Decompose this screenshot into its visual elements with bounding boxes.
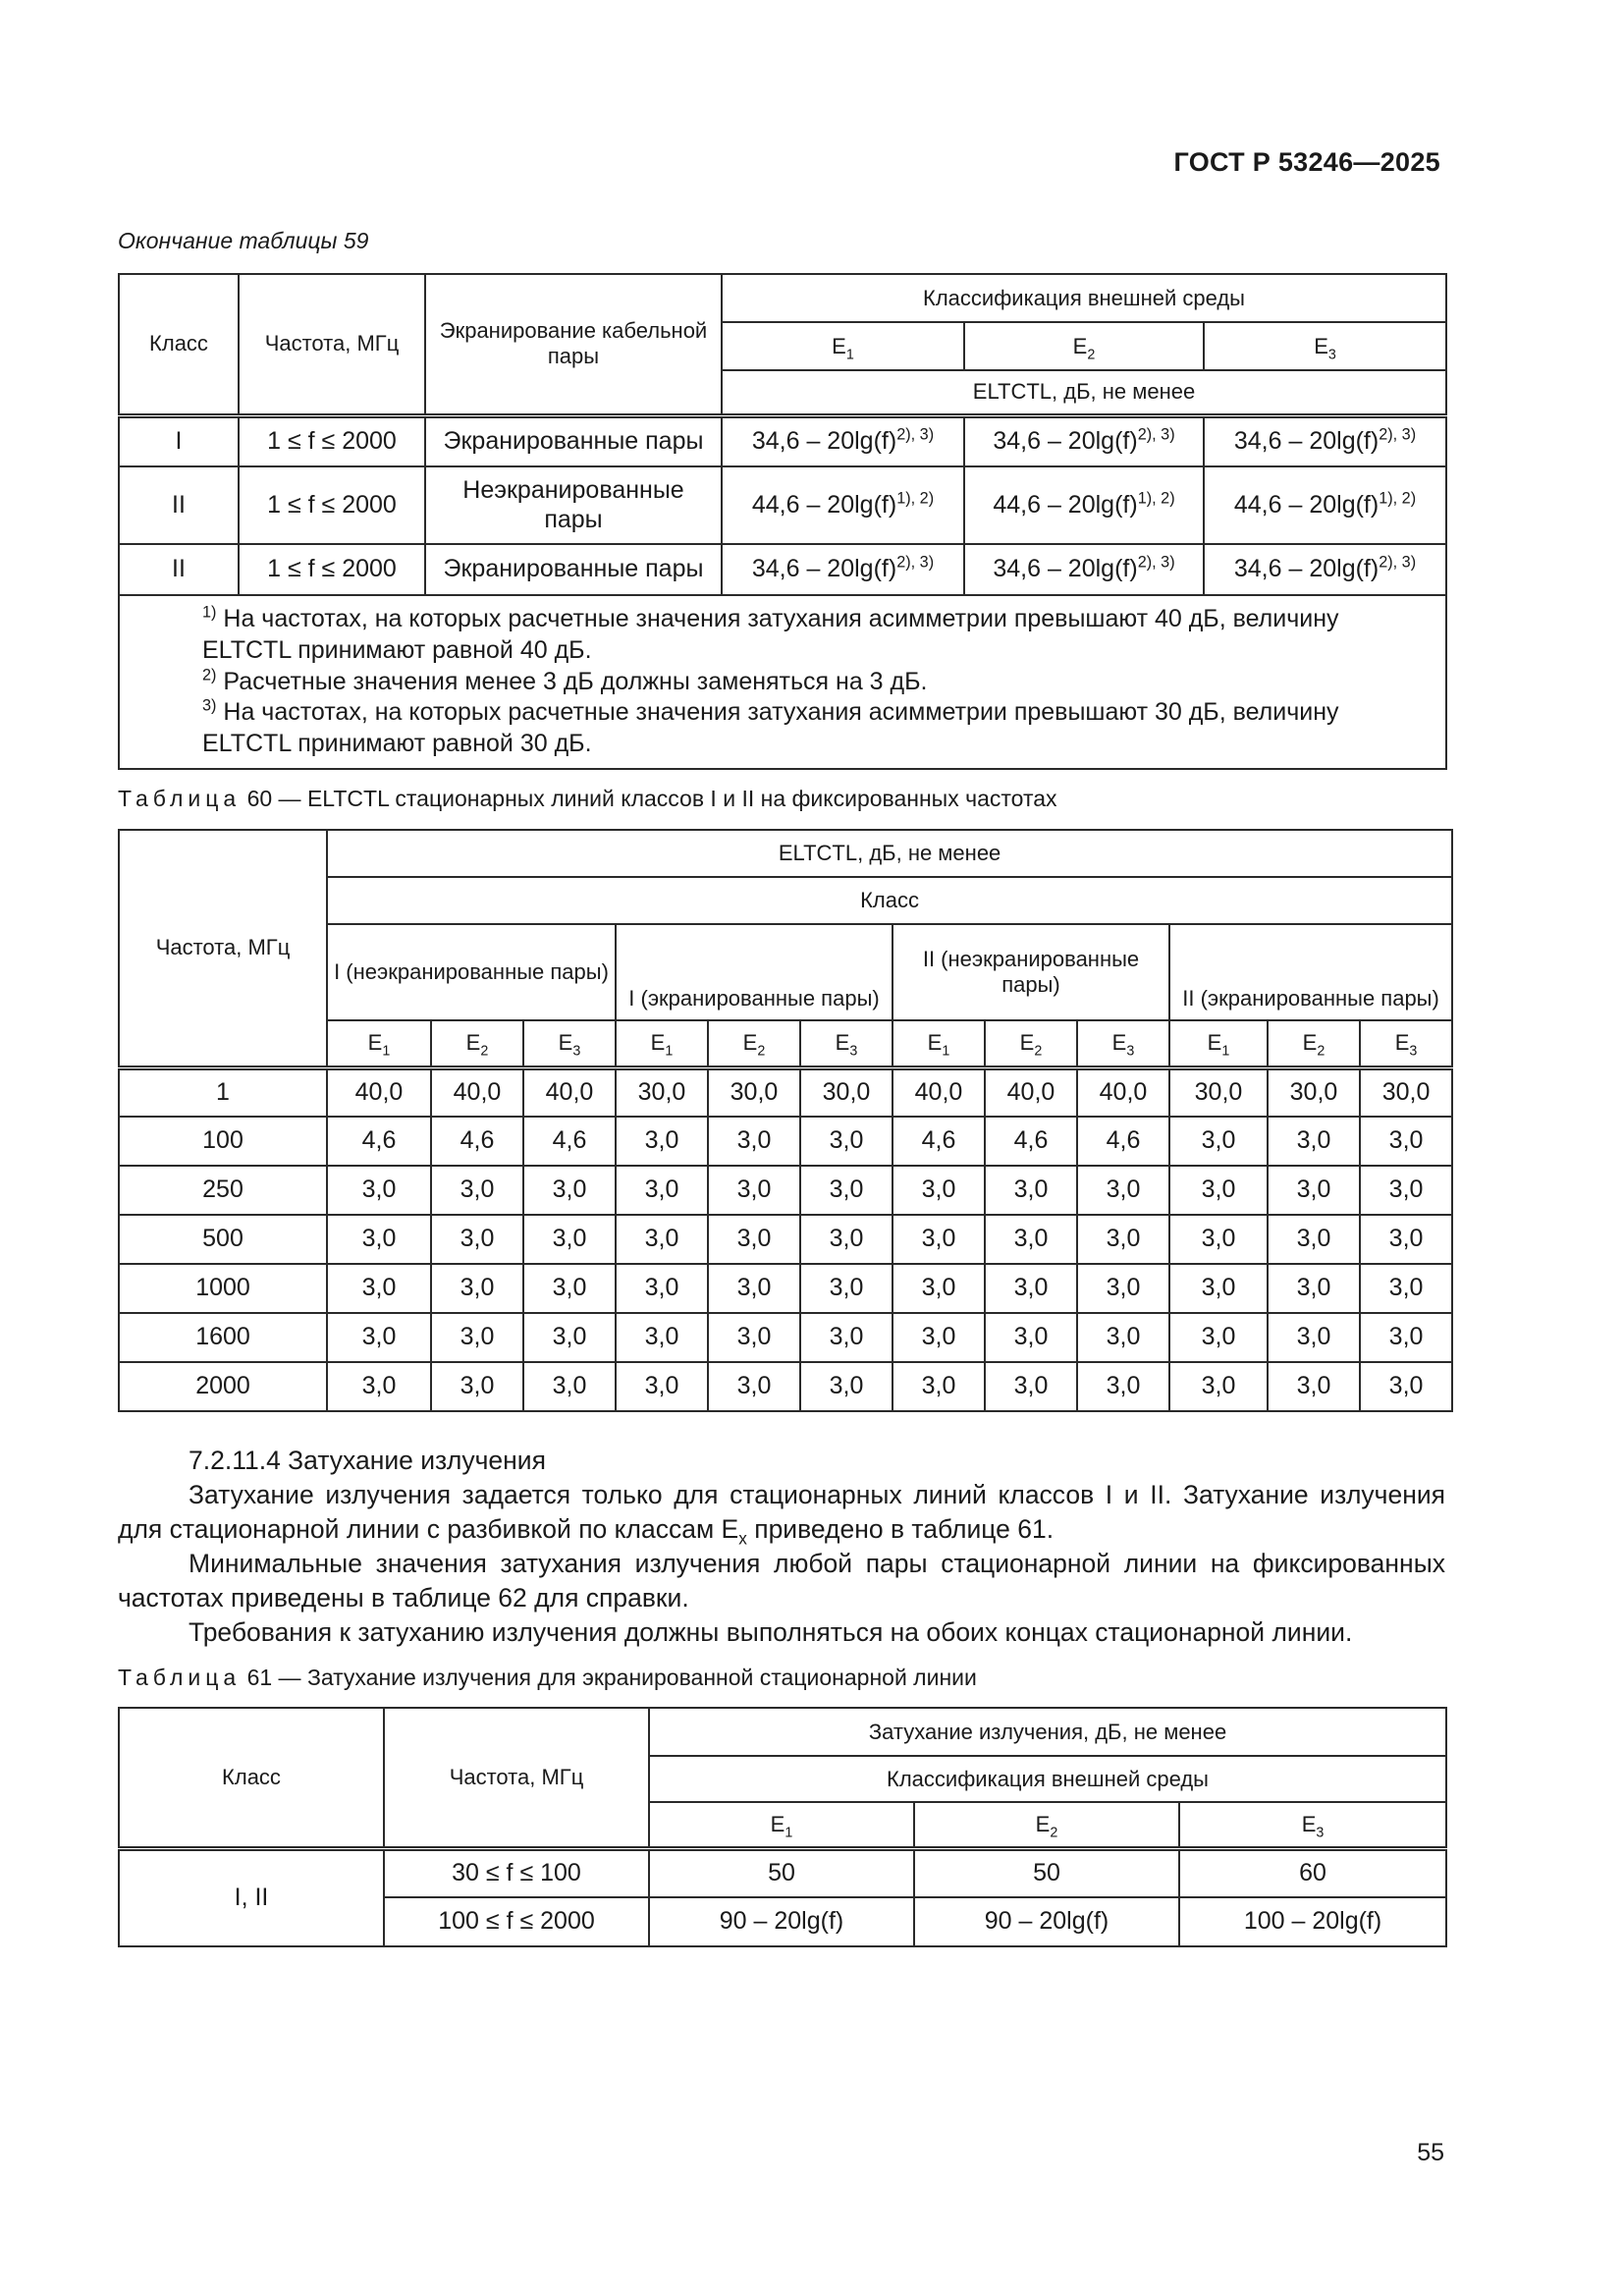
section-heading: 7.2.11.4 Затухание излучения (189, 1446, 546, 1475)
cell-value: 30,0 (1268, 1067, 1360, 1117)
cell-e3: $44,6 - 20\lg(f)^{1), 2)}$ (1204, 466, 1446, 544)
cell-value: 40,0 (893, 1067, 985, 1117)
cell-frequency: 1 ≤ f ≤ 2000 (239, 544, 425, 595)
cell-value: 3,0 (893, 1166, 985, 1215)
t61-header-environment: Классификация внешней среды (649, 1756, 1446, 1802)
cell-value: 3,0 (616, 1166, 708, 1215)
cell-value: 3,0 (431, 1215, 523, 1264)
t60-header-metric: ELTCTL, дБ, не менее (327, 830, 1452, 877)
cell-e3: 100 – 20lg(f) (1179, 1897, 1446, 1946)
t60-sub-e3: $E_3$ (523, 1020, 616, 1067)
cell-value: 30,0 (1360, 1067, 1452, 1117)
cell-e1: $34,6 - 20\lg(f)^{2), 3)}$ (722, 544, 964, 595)
cell-value: 3,0 (1360, 1166, 1452, 1215)
cell-value: 30,0 (708, 1067, 800, 1117)
cell-value: 4,6 (1077, 1117, 1169, 1166)
document-code: ГОСТ Р 53246—2025 (1173, 147, 1440, 177)
cell-frequency: 30 ≤ f ≤ 100 (384, 1848, 649, 1897)
cell-class: I (119, 415, 239, 466)
cell-value: 3,0 (800, 1264, 893, 1313)
cell-value: 3,0 (1169, 1362, 1268, 1411)
cell-value: 3,0 (1360, 1117, 1452, 1166)
cell-value: 3,0 (523, 1215, 616, 1264)
cell-value: 3,0 (1360, 1362, 1452, 1411)
cell-value: 3,0 (523, 1264, 616, 1313)
paragraph-1: Затухание излучения задается только для стационарных линий классов I и II. Затухание излучения для стационарной линии с разбивкой по классам $E_x$ приведено в таблице 61. (118, 1480, 1445, 1549)
cell-frequency: 1600 (119, 1313, 327, 1362)
table-59 (118, 273, 1447, 770)
table60-caption: Таблица 60 — ELTCTL стационарных линий классов I и II на фиксированных частотах (118, 786, 1057, 811)
cell-value: 3,0 (893, 1215, 985, 1264)
cell-e1: $34,6 - 20\lg(f)^{2), 3)}$ (722, 415, 964, 466)
cell-value: 30,0 (800, 1067, 893, 1117)
t61-header-frequency: Частота, МГц (384, 1708, 649, 1848)
cell-value: 3,0 (1169, 1166, 1268, 1215)
cell-value: 3,0 (523, 1166, 616, 1215)
table-row (119, 1848, 1446, 1897)
cell-value: 3,0 (1169, 1313, 1268, 1362)
cell-value: 3,0 (1077, 1362, 1169, 1411)
cell-value: 3,0 (1268, 1166, 1360, 1215)
cell-value: 3,0 (327, 1313, 431, 1362)
cell-value: 3,0 (327, 1362, 431, 1411)
cell-value: 3,0 (893, 1264, 985, 1313)
table-row (119, 1215, 1452, 1264)
cell-value: 3,0 (708, 1166, 800, 1215)
t60-sub-e1: $E_1$ (893, 1020, 985, 1067)
table59-caption: Окончание таблицы 59 (118, 228, 369, 253)
cell-value: 3,0 (616, 1313, 708, 1362)
table-row (119, 1117, 1452, 1166)
cell-value: 3,0 (800, 1313, 893, 1362)
cell-value: 3,0 (985, 1166, 1077, 1215)
t60-sub-e1: $E_1$ (1169, 1020, 1268, 1067)
cell-shielding: Экранированные пары (425, 544, 722, 595)
table-row (119, 1313, 1452, 1362)
t61-header-e2: $E_2$ (914, 1802, 1179, 1848)
cell-e1: 90 – 20lg(f) (649, 1897, 914, 1946)
cell-value: 3,0 (1169, 1117, 1268, 1166)
t60-header-frequency: Частота, МГц (119, 830, 327, 1067)
cell-value: 3,0 (708, 1313, 800, 1362)
cell-e2: 50 (914, 1848, 1179, 1897)
table-row (119, 466, 1446, 544)
cell-frequency: 100 (119, 1117, 327, 1166)
table-row (119, 415, 1446, 466)
cell-e2: 90 – 20lg(f) (914, 1897, 1179, 1946)
t59-header-class: Класс (119, 274, 239, 415)
t60-sub-e2: $E_2$ (1268, 1020, 1360, 1067)
t60-sub-e2: $E_2$ (985, 1020, 1077, 1067)
cell-value: 3,0 (1169, 1264, 1268, 1313)
cell-e2: $44,6 - 20\lg(f)^{1), 2)}$ (964, 466, 1204, 544)
t60-sub-e1: $E_1$ (327, 1020, 431, 1067)
cell-value: 30,0 (616, 1067, 708, 1117)
cell-value: 3,0 (431, 1264, 523, 1313)
cell-value: 3,0 (523, 1362, 616, 1411)
cell-value: 3,0 (431, 1313, 523, 1362)
cell-value: 3,0 (1268, 1362, 1360, 1411)
cell-value: 3,0 (1077, 1215, 1169, 1264)
t61-header-e1: $E_1$ (649, 1802, 914, 1848)
cell-e2: $34,6 - 20\lg(f)^{2), 3)}$ (964, 415, 1204, 466)
cell-value: 3,0 (431, 1166, 523, 1215)
cell-value: 30,0 (1169, 1067, 1268, 1117)
footnote-3: $^{3)}$ На частотах, на которых расчетные значения затухания асимметрии превышают 30 дБ, величину ELTCTL принимают равной 30 дБ. (202, 696, 1339, 757)
cell-e3: $34,6 - 20\lg(f)^{2), 3)}$ (1204, 415, 1446, 466)
t59-header-metric: ELTCTL, дБ, не менее (722, 370, 1446, 415)
cell-value: 3,0 (800, 1362, 893, 1411)
t59-header-e3: $E_3$ (1204, 322, 1446, 370)
t59-header-shielding: Экранирование кабельной пары (425, 274, 722, 415)
paragraph-2: Минимальные значения затухания излучения любой пары стационарной линии на фиксированных частотах приведены в таблице 62 для справки. (118, 1549, 1445, 1613)
cell-value: 3,0 (800, 1117, 893, 1166)
footnote-1: $^{1)}$ На частотах, на которых расчетные значения затухания асимметрии превышают 40 дБ, величину ELTCTL принимают равной 40 дБ. (202, 603, 1339, 664)
t59-header-e2: $E_2$ (964, 322, 1204, 370)
cell-class: II (119, 544, 239, 595)
cell-value: 3,0 (893, 1362, 985, 1411)
cell-value: 4,6 (523, 1117, 616, 1166)
cell-value: 3,0 (616, 1264, 708, 1313)
cell-value: 3,0 (1268, 1313, 1360, 1362)
cell-value: 3,0 (327, 1264, 431, 1313)
t61-header-e3: $E_3$ (1179, 1802, 1446, 1848)
cell-value: 40,0 (1077, 1067, 1169, 1117)
paragraph-3: Требования к затуханию излучения должны выполняться на обоих концах стационарной линии. (189, 1617, 1353, 1647)
cell-value: 3,0 (1360, 1215, 1452, 1264)
cell-shielding: Неэкранированные пары (425, 466, 722, 544)
table-60 (118, 829, 1453, 1412)
t60-header-class: Класс (327, 877, 1452, 924)
cell-e2: $34,6 - 20\lg(f)^{2), 3)}$ (964, 544, 1204, 595)
section-7-2-11-4 (118, 1444, 1445, 1650)
t60-sub-e2: $E_2$ (431, 1020, 523, 1067)
cell-class: II (119, 466, 239, 544)
page-number: 55 (1417, 2139, 1444, 2166)
cell-value: 3,0 (985, 1362, 1077, 1411)
cell-frequency: 2000 (119, 1362, 327, 1411)
table61-caption: Таблица 61 — Затухание излучения для экранированной стационарной линии (118, 1665, 977, 1690)
cell-value: 3,0 (708, 1117, 800, 1166)
cell-value: 3,0 (616, 1215, 708, 1264)
cell-value: 3,0 (327, 1215, 431, 1264)
cell-value: 3,0 (616, 1362, 708, 1411)
table-row (119, 1166, 1452, 1215)
cell-value: 3,0 (431, 1362, 523, 1411)
cell-value: 40,0 (327, 1067, 431, 1117)
t60-body (119, 1067, 1452, 1411)
table-row (119, 1362, 1452, 1411)
cell-value: 3,0 (1169, 1215, 1268, 1264)
cell-value: 3,0 (523, 1313, 616, 1362)
cell-value: 3,0 (327, 1166, 431, 1215)
cell-value: 3,0 (708, 1264, 800, 1313)
table-row (119, 1067, 1452, 1117)
cell-value: 3,0 (1268, 1215, 1360, 1264)
cell-value: 3,0 (1268, 1264, 1360, 1313)
cell-value: 3,0 (985, 1264, 1077, 1313)
table-row (119, 1264, 1452, 1313)
t60-group-3: II (неэкранированные пары) (893, 924, 1169, 1020)
t59-header-e1: $E_1$ (722, 322, 964, 370)
t60-sub-e3: $E_3$ (800, 1020, 893, 1067)
t60-group-2: I (экранированные пары) (616, 924, 893, 1020)
cell-value: 3,0 (1077, 1313, 1169, 1362)
cell-value: 3,0 (708, 1215, 800, 1264)
cell-value: 4,6 (985, 1117, 1077, 1166)
cell-value: 4,6 (893, 1117, 985, 1166)
t60-group-4: II (экранированные пары) (1169, 924, 1452, 1020)
cell-value: 3,0 (1360, 1264, 1452, 1313)
cell-frequency: 500 (119, 1215, 327, 1264)
cell-value: 3,0 (708, 1362, 800, 1411)
cell-value: 4,6 (327, 1117, 431, 1166)
cell-class: I, II (119, 1848, 384, 1946)
cell-value: 3,0 (616, 1117, 708, 1166)
cell-frequency: 1 (119, 1067, 327, 1117)
cell-value: 3,0 (893, 1313, 985, 1362)
cell-shielding: Экранированные пары (425, 415, 722, 466)
cell-value: 3,0 (800, 1215, 893, 1264)
t61-header-class: Класс (119, 1708, 384, 1848)
t60-sub-e2: $E_2$ (708, 1020, 800, 1067)
cell-value: 3,0 (1077, 1264, 1169, 1313)
cell-e3: $34,6 - 20\lg(f)^{2), 3)}$ (1204, 544, 1446, 595)
t60-group-1: I (неэкранированные пары) (327, 924, 616, 1020)
cell-value: 3,0 (1077, 1166, 1169, 1215)
cell-e3: 60 (1179, 1848, 1446, 1897)
cell-value: 40,0 (523, 1067, 616, 1117)
t61-header-metric: Затухание излучения, дБ, не менее (649, 1708, 1446, 1756)
cell-value: 3,0 (1268, 1117, 1360, 1166)
footnote-2: $^{2)}$ Расчетные значения менее 3 дБ должны заменяться на 3 дБ. (202, 666, 928, 695)
cell-value: 3,0 (985, 1215, 1077, 1264)
t60-sub-e1: $E_1$ (616, 1020, 708, 1067)
cell-frequency: 100 ≤ f ≤ 2000 (384, 1897, 649, 1946)
t60-sub-e3: $E_3$ (1077, 1020, 1169, 1067)
t59-header-environment: Классификация внешней среды (722, 274, 1446, 322)
cell-value: 40,0 (985, 1067, 1077, 1117)
cell-frequency: 1 ≤ f ≤ 2000 (239, 415, 425, 466)
table-row (119, 544, 1446, 595)
cell-e1: 50 (649, 1848, 914, 1897)
cell-value: 3,0 (985, 1313, 1077, 1362)
cell-value: 3,0 (1360, 1313, 1452, 1362)
t59-header-frequency: Частота, МГц (239, 274, 425, 415)
cell-frequency: 1 ≤ f ≤ 2000 (239, 466, 425, 544)
cell-value: 40,0 (431, 1067, 523, 1117)
cell-frequency: 250 (119, 1166, 327, 1215)
cell-value: 4,6 (431, 1117, 523, 1166)
cell-frequency: 1000 (119, 1264, 327, 1313)
table-notes-row (119, 595, 1446, 769)
cell-e1: $44,6 - 20\lg(f)^{1), 2)}$ (722, 466, 964, 544)
table-61 (118, 1707, 1447, 1947)
table59-footnotes (119, 595, 1446, 769)
cell-value: 3,0 (800, 1166, 893, 1215)
t60-sub-e3: $E_3$ (1360, 1020, 1452, 1067)
